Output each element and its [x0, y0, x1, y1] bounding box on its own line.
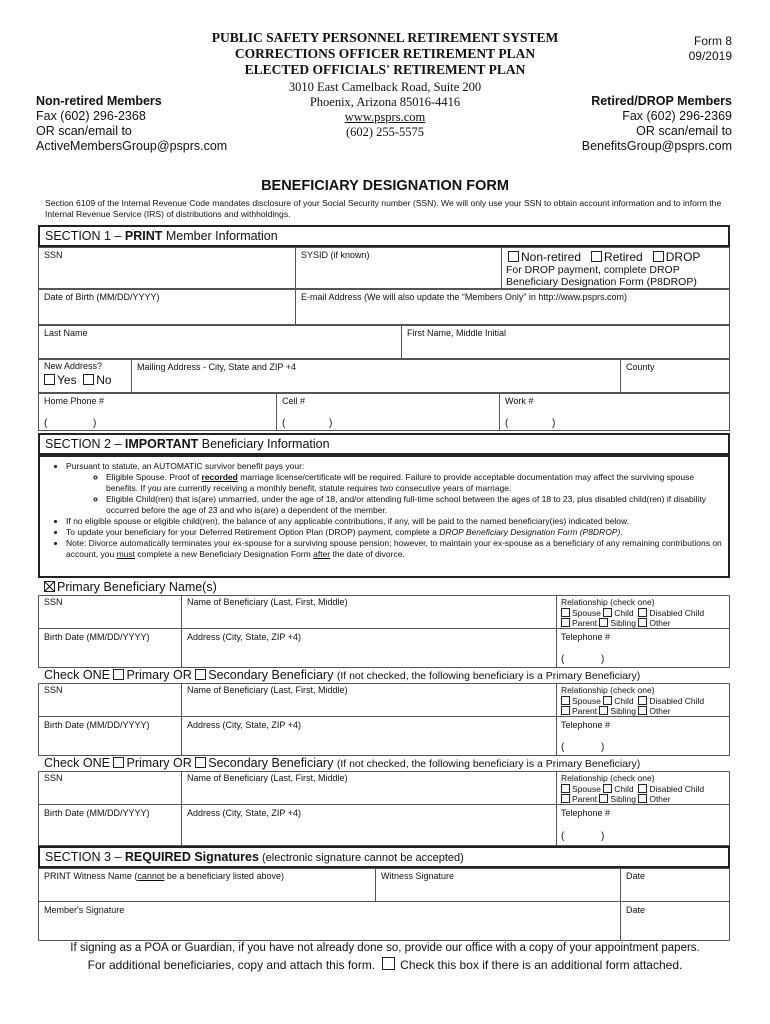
member-signature-field[interactable]	[38, 901, 621, 941]
ben2-telephone-field[interactable]	[556, 716, 730, 756]
mailing-address-label: Mailing Address - City, State and ZIP +4	[137, 362, 296, 372]
child-label: Child	[614, 784, 634, 794]
additional-form-checkbox[interactable]	[382, 957, 395, 970]
retired-checkbox[interactable]	[591, 251, 602, 262]
sibling-checkbox[interactable]	[599, 618, 608, 627]
address-label: Address (City, State, ZIP +4)	[187, 808, 301, 818]
other-label: Other	[649, 794, 671, 804]
telephone-label: Telephone #	[561, 632, 611, 642]
drop-checkbox[interactable]	[653, 251, 664, 262]
ben3-relationship-field	[556, 771, 730, 805]
ben1-address-field[interactable]	[181, 628, 557, 668]
child-label: Child	[614, 608, 634, 618]
right-contact-title: Retired/DROP Members	[591, 94, 732, 108]
section-3-prefix: SECTION 3 –	[45, 850, 125, 864]
new-address-options	[44, 373, 112, 387]
info-text: .	[620, 527, 623, 537]
ben3-address-field[interactable]	[181, 804, 557, 846]
ssn-label: SSN	[44, 250, 63, 260]
section-1-bold: PRINT	[124, 229, 163, 243]
member-status-group	[501, 247, 730, 289]
no-label: No	[96, 373, 112, 387]
area-code-open: (	[561, 654, 565, 665]
work-phone-label: Work #	[505, 396, 534, 406]
section-3-suffix: (electronic signature cannot be accepted)	[258, 852, 464, 864]
info-bullet	[66, 538, 722, 560]
left-contact-title: Non-retired Members	[36, 94, 162, 108]
check-one-label: Check ONE	[44, 756, 110, 770]
or-label: OR	[173, 668, 192, 682]
street-address: 3010 East Camelback Road, Suite 200	[288, 80, 482, 94]
info-text: To update your beneficiary for your Deferred Retirement Option Plan (DROP) payment, complete a	[66, 527, 440, 537]
ben3-secondary-checkbox[interactable]	[195, 757, 206, 768]
check-one-label: Check ONE	[44, 668, 110, 682]
first-name-field[interactable]	[401, 325, 730, 359]
birth-date-label: Birth Date (MM/DD/YYYY)	[44, 808, 150, 818]
other-label: Other	[649, 618, 671, 628]
primary-checked-icon[interactable]	[44, 581, 55, 592]
nonretired-label: Non-retired	[521, 250, 582, 264]
info-bullet	[66, 461, 722, 516]
info-bullet	[66, 516, 722, 527]
ben2-address-field[interactable]	[181, 716, 557, 756]
ssn-field[interactable]	[38, 247, 296, 289]
ben1-telephone-field[interactable]	[556, 628, 730, 668]
ssn-label: SSN	[44, 597, 63, 607]
address-label: Address (City, State, ZIP +4)	[187, 632, 301, 642]
sibling-label: Sibling	[610, 706, 636, 716]
address-label: Address (City, State, ZIP +4)	[187, 720, 301, 730]
beneficiary-info-box	[38, 455, 730, 578]
member-date-field[interactable]	[620, 901, 730, 941]
new-address-label: New Address?	[44, 361, 103, 371]
area-code-close: )	[329, 418, 333, 429]
work-phone-field[interactable]	[499, 393, 730, 431]
ben2-relationship-field	[556, 683, 730, 717]
disabled-child-label: Disabled Child	[649, 784, 705, 794]
last-name-field[interactable]	[38, 325, 402, 359]
spouse-checkbox[interactable]	[561, 696, 570, 705]
ben3-check-one-line	[44, 756, 640, 770]
primary-heading-label: Primary Beneficiary Name(s)	[57, 580, 217, 594]
witness-name-field[interactable]	[38, 868, 376, 902]
county-label: County	[626, 362, 655, 372]
info-text: Eligible Child(ren) that is(are) unmarried, under the age of 18, and/or attending full-time school between the ages of 18 to 23, plus disabled child(ren) if disability occurred before the age of 23 and who is(are) a dependent of the member.	[106, 494, 707, 515]
not-checked-note: (If not checked, the following beneficiary is a Primary Beneficiary)	[336, 670, 641, 682]
left-contact-fax: Fax (602) 296-2368	[36, 109, 146, 123]
ben3-primary-checkbox[interactable]	[113, 757, 124, 768]
additional-form-line	[0, 957, 770, 972]
cell-phone-label: Cell #	[282, 396, 306, 406]
org-line: CORRECTIONS OFFICER RETIREMENT PLAN	[234, 46, 536, 61]
drop-label: DROP	[665, 250, 701, 264]
left-contact-scan: OR scan/email to	[36, 124, 132, 138]
disabled-child-label: Disabled Child	[649, 608, 705, 618]
left-contact-email: ActiveMembersGroup@psprs.com	[36, 139, 228, 153]
telephone-label: Telephone #	[561, 720, 611, 730]
area-code-close: )	[601, 831, 605, 842]
primary-option-label: Primary	[126, 668, 170, 682]
mailing-address-field[interactable]	[131, 359, 621, 393]
telephone-label: Telephone #	[561, 808, 611, 818]
secondary-option-label: Secondary Beneficiary	[208, 756, 334, 770]
status-options	[508, 250, 700, 264]
area-code-open: (	[561, 831, 565, 842]
dob-label: Date of Birth (MM/DD/YYYY)	[44, 292, 160, 302]
sibling-label: Sibling	[610, 794, 636, 804]
ben1-relationship-field	[556, 595, 730, 629]
email-label: E-mail Address (We will also update the “Members Only” in http://www.psprs.com)	[301, 292, 627, 302]
relationship-label: Relationship (check one)	[561, 685, 655, 695]
section-2-prefix: SECTION 2 –	[45, 437, 125, 451]
right-contact-fax: Fax (602) 296-2369	[622, 109, 732, 123]
dob-field[interactable]	[38, 289, 296, 325]
sysid-label: SYSID (if known)	[301, 250, 370, 260]
right-contact-email: BenefitsGroup@psprs.com	[581, 139, 732, 153]
witness-signature-label: Witness Signature	[381, 871, 455, 881]
parent-label: Parent	[572, 618, 598, 628]
info-emphasis: must	[116, 549, 135, 559]
secondary-option-label: Secondary Beneficiary	[208, 668, 334, 682]
yes-checkbox[interactable]	[44, 374, 55, 385]
form-id	[689, 34, 732, 64]
info-text: Note: Divorce automatically terminates your ex-spouse for a surviving spouse pension; however, to maintain your ex-spouse as a beneficiary of any remaining contributions on account, you	[66, 538, 722, 559]
parent-label: Parent	[572, 794, 598, 804]
info-text: Eligible Spouse. Proof of	[106, 472, 202, 482]
section-3-bold: REQUIRED Signatures	[124, 850, 259, 864]
spouse-label: Spouse	[572, 784, 601, 794]
ben2-check-one-line	[44, 668, 640, 682]
area-code-open: (	[561, 742, 565, 753]
form-title: BENEFICIARY DESIGNATION FORM	[261, 178, 509, 194]
parent-checkbox[interactable]	[561, 794, 570, 803]
info-text: marriage license/certificate will be required. Failure to provide acceptable documentation may affect the surviving spouse benefits. If you are currently receiving a monthly benefit, statute requires two consecutive years of marriage.	[106, 472, 695, 493]
new-address-field	[38, 359, 132, 393]
email-field[interactable]	[295, 289, 730, 325]
disabled-child-checkbox[interactable]	[638, 696, 647, 705]
no-checkbox[interactable]	[83, 374, 94, 385]
disabled-child-checkbox[interactable]	[638, 608, 647, 617]
info-sub-bullet	[106, 472, 722, 494]
ben3-ssn-field[interactable]	[38, 771, 182, 805]
witness-name-label	[44, 871, 284, 881]
first-name-label: First Name, Middle Initial	[407, 328, 507, 338]
info-bullet	[66, 527, 722, 538]
area-code-open: (	[505, 418, 509, 429]
nonretired-checkbox[interactable]	[508, 251, 519, 262]
child-label: Child	[614, 696, 634, 706]
area-code-open: (	[282, 418, 286, 429]
area-code-close: )	[93, 418, 97, 429]
retired-label: Retired	[604, 250, 643, 264]
spouse-label: Spouse	[572, 608, 601, 618]
org-phone: (602) 255-5575	[345, 125, 425, 139]
ben1-birthdate-field[interactable]	[38, 628, 182, 668]
form-number: Form 8	[693, 34, 732, 48]
sibling-label: Sibling	[610, 618, 636, 628]
info-text: complete a new Beneficiary Designation Form	[134, 549, 314, 559]
member-signature-label: Member's Signature	[44, 905, 125, 915]
witness-name-text: be a beneficiary listed above)	[164, 871, 284, 881]
drop-note-line: For DROP payment, complete DROP	[506, 264, 680, 276]
name-label: Name of Beneficiary (Last, First, Middle)	[187, 685, 348, 695]
left-contact	[36, 94, 227, 154]
ssn-disclosure: Section 6109 of the Internal Revenue Code mandates disclosure of your Social Security number (SSN). We will only use your SSN to obtain account information and to inform the Internal Revenue Service (IRS) of distributions and withholdings.	[45, 198, 722, 219]
ben1-ssn-field[interactable]	[38, 595, 182, 629]
home-phone-label: Home Phone #	[44, 396, 105, 406]
website-link[interactable]: www.psprs.com	[344, 110, 426, 124]
area-code-open: (	[44, 418, 48, 429]
right-contact-scan: OR scan/email to	[636, 124, 732, 138]
sibling-checkbox[interactable]	[599, 706, 608, 715]
disabled-child-checkbox[interactable]	[638, 784, 647, 793]
sysid-field[interactable]	[295, 247, 502, 289]
section-1-header	[38, 225, 730, 247]
org-heading	[150, 30, 620, 78]
name-label: Name of Beneficiary (Last, First, Middle)	[187, 597, 348, 607]
witness-name-emphasis: cannot	[137, 871, 165, 881]
witness-signature-field[interactable]	[375, 868, 621, 902]
section-2-suffix: Beneficiary Information	[198, 437, 330, 451]
additional-beneficiaries-note: For additional beneficiaries, copy and attach this form.	[87, 958, 376, 972]
org-line: PUBLIC SAFETY PERSONNEL RETIREMENT SYSTEM	[211, 30, 559, 45]
section-3-header	[38, 846, 730, 868]
other-checkbox[interactable]	[638, 706, 647, 715]
org-address	[220, 80, 550, 140]
ben3-telephone-field[interactable]	[556, 804, 730, 846]
ssn-label: SSN	[44, 773, 63, 783]
yes-label: Yes	[57, 373, 77, 387]
drop-note	[506, 264, 697, 288]
other-label: Other	[649, 706, 671, 716]
child-checkbox[interactable]	[603, 696, 612, 705]
drop-note-line: Beneficiary Designation Form (P8DROP)	[506, 276, 697, 288]
witness-name-text: PRINT Witness Name (	[44, 871, 138, 881]
spouse-checkbox[interactable]	[561, 608, 570, 617]
ben2-secondary-checkbox[interactable]	[195, 669, 206, 680]
relationship-label: Relationship (check one)	[561, 597, 655, 607]
disabled-child-label: Disabled Child	[649, 696, 705, 706]
witness-date-field[interactable]	[620, 868, 730, 902]
additional-form-label: Check this box if there is an additional form attached.	[400, 958, 683, 972]
area-code-close: )	[601, 742, 605, 753]
section-1-suffix: Member Information	[162, 229, 278, 243]
section-2-bold: IMPORTANT	[124, 437, 199, 451]
birth-date-label: Birth Date (MM/DD/YYYY)	[44, 720, 150, 730]
other-checkbox[interactable]	[638, 618, 647, 627]
ben2-primary-checkbox[interactable]	[113, 669, 124, 680]
parent-checkbox[interactable]	[561, 706, 570, 715]
child-checkbox[interactable]	[603, 608, 612, 617]
county-field[interactable]	[620, 359, 730, 393]
info-sub-bullet	[106, 494, 722, 516]
form-date: 09/2019	[688, 49, 732, 63]
birth-date-label: Birth Date (MM/DD/YYYY)	[44, 632, 150, 642]
org-line: ELECTED OFFICIALS' RETIREMENT PLAN	[244, 62, 526, 77]
date-label: Date	[626, 905, 646, 915]
section-1-prefix: SECTION 1 –	[45, 229, 125, 243]
parent-checkbox[interactable]	[561, 618, 570, 627]
info-text: Pursuant to statute, an AUTOMATIC survivor benefit pays your:	[66, 461, 305, 471]
home-phone-field[interactable]	[38, 393, 277, 431]
ben1-name-field[interactable]	[181, 595, 557, 629]
ben2-ssn-field[interactable]	[38, 683, 182, 717]
ben2-name-field[interactable]	[181, 683, 557, 717]
ben3-name-field[interactable]	[181, 771, 557, 805]
poa-note: If signing as a POA or Guardian, if you have not already done so, provide our office with a copy of your appointment papers.	[70, 942, 700, 954]
ssn-label: SSN	[44, 685, 63, 695]
right-contact	[582, 94, 732, 154]
primary-beneficiary-heading	[44, 580, 217, 594]
area-code-close: )	[601, 654, 605, 665]
info-emphasis: recorded	[201, 472, 238, 482]
info-emphasis: after	[313, 549, 331, 559]
section-2-header	[38, 433, 730, 455]
parent-label: Parent	[572, 706, 598, 716]
info-text: the date of divorce.	[330, 549, 405, 559]
cell-phone-field[interactable]	[276, 393, 500, 431]
spouse-checkbox[interactable]	[561, 784, 570, 793]
primary-option-label: Primary	[126, 756, 170, 770]
city-address: Phoenix, Arizona 85016-4416	[309, 95, 461, 109]
name-label: Name of Beneficiary (Last, First, Middle)	[187, 773, 348, 783]
or-label: OR	[173, 756, 192, 770]
ben2-birthdate-field[interactable]	[38, 716, 182, 756]
area-code-close: )	[552, 418, 556, 429]
relationship-label: Relationship (check one)	[561, 773, 655, 783]
last-name-label: Last Name	[44, 328, 88, 338]
child-checkbox[interactable]	[603, 784, 612, 793]
sibling-checkbox[interactable]	[599, 794, 608, 803]
date-label: Date	[626, 871, 646, 881]
other-checkbox[interactable]	[638, 794, 647, 803]
info-form-ref: DROP Beneficiary Designation Form (P8DROP)	[439, 527, 621, 537]
ben3-birthdate-field[interactable]	[38, 804, 182, 846]
not-checked-note: (If not checked, the following beneficiary is a Primary Beneficiary)	[336, 758, 641, 770]
spouse-label: Spouse	[572, 696, 601, 706]
info-text: If no eligible spouse or eligible child(ren), the balance of any applicable contributions, if any, will be paid to the named beneficiary(ies) indicated below.	[66, 516, 630, 526]
